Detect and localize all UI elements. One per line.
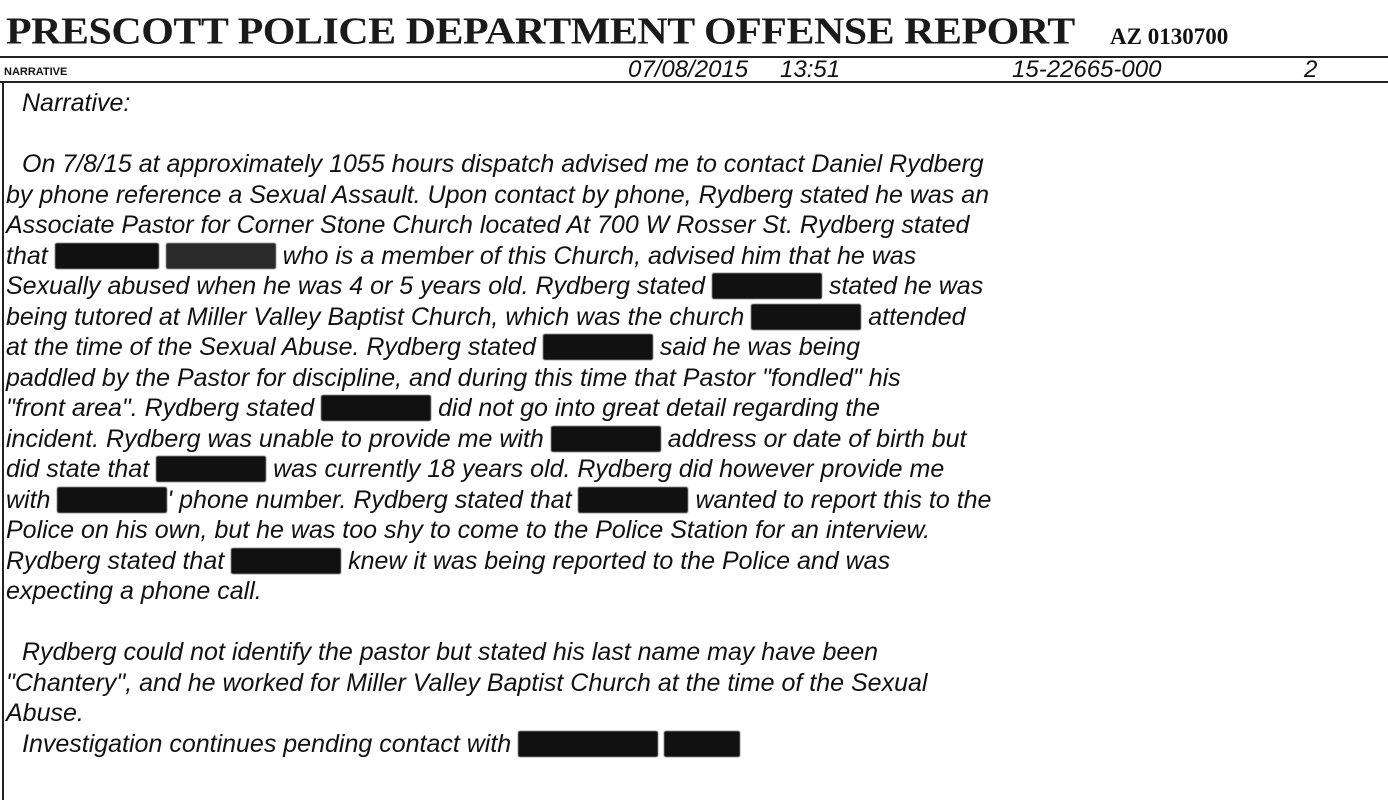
page-number: 2 [1304,56,1318,83]
redaction-block [166,243,276,269]
narrative-line: expecting a phone call. [6,577,262,605]
narrative-line: On 7/8/15 at approximately 1055 hours dispatch advised me to contact Daniel Rydberg [22,150,984,178]
narrative-line: paddled by the Pastor for discipline, and during this time that Pastor "fondled" his [6,363,901,392]
narrative-line: by phone reference a Sexual Assault. Upon contact by phone, Rydberg stated he was an [6,180,990,209]
narrative-line: did state that was currently 18 years old. Rydberg did however provide me [6,455,945,483]
report-number: 15-22665-000 [1012,56,1162,83]
narrative-line: Rydberg could not identify the pastor but stated his last name may have been [22,638,879,666]
narrative-line: that who is a member of this Church, advised him that he was [6,241,917,270]
report-header [0,0,1388,60]
narrative-line: Sexually abused when he was 4 or 5 years old. Rydberg stated stated he was [6,272,984,300]
narrative-line: incident. Rydberg was unable to provide me with address or date of birth but [6,424,967,453]
report-date: 07/08/2015 [628,56,749,83]
redaction-block [578,487,688,513]
report-time: 13:51 [780,56,841,83]
redaction-block [751,304,861,330]
redaction-block [156,456,266,482]
section-rule [0,81,1388,83]
narrative-line: at the time of the Sexual Abuse. Rydberg stated said he was being [6,333,860,361]
blank-line [6,607,1376,638]
narrative-heading: Narrative: [22,89,131,117]
redaction-block [551,426,661,452]
narrative-line: "Chantery", and he worked for Miller Valley Baptist Church at the time of the Sexual [6,668,928,697]
redaction-block [712,273,822,299]
redaction-block [664,731,740,757]
closing-line: Investigation continues pending contact with [6,729,1376,760]
narrative-box-border [2,81,4,800]
redaction-block [321,395,431,421]
narrative-line: Rydberg stated that knew it was being reported to the Police and was [6,546,891,575]
narrative-line: Police on his own, but he was too shy to come to the Police Station for an interview. [6,516,931,544]
narrative-line: with ' phone number. Rydberg stated that wanted to report this to the [6,485,992,514]
case-id: AZ 0130700 [1110,24,1229,49]
report-title: PRESCOTT POLICE DEPARTMENT OFFENSE REPORT [6,10,1075,53]
narrative-line: being tutored at Miller Valley Baptist Church, which was the church attended [6,302,966,331]
blank-line [6,119,1376,150]
narrative-body [6,88,1376,759]
narrative-line: Abuse. [6,699,84,727]
narrative-line: Associate Pastor for Corner Stone Church located At 700 W Rosser St. Rydberg stated [6,211,970,239]
narrative-line: "front area". Rydberg stated did not go into great detail regarding the [6,394,881,422]
redaction-block [55,243,159,269]
redaction-block [57,487,167,513]
redaction-block [543,334,653,360]
redaction-block [518,731,658,757]
section-label: NARRATIVE [4,66,68,78]
redaction-block [231,548,341,574]
